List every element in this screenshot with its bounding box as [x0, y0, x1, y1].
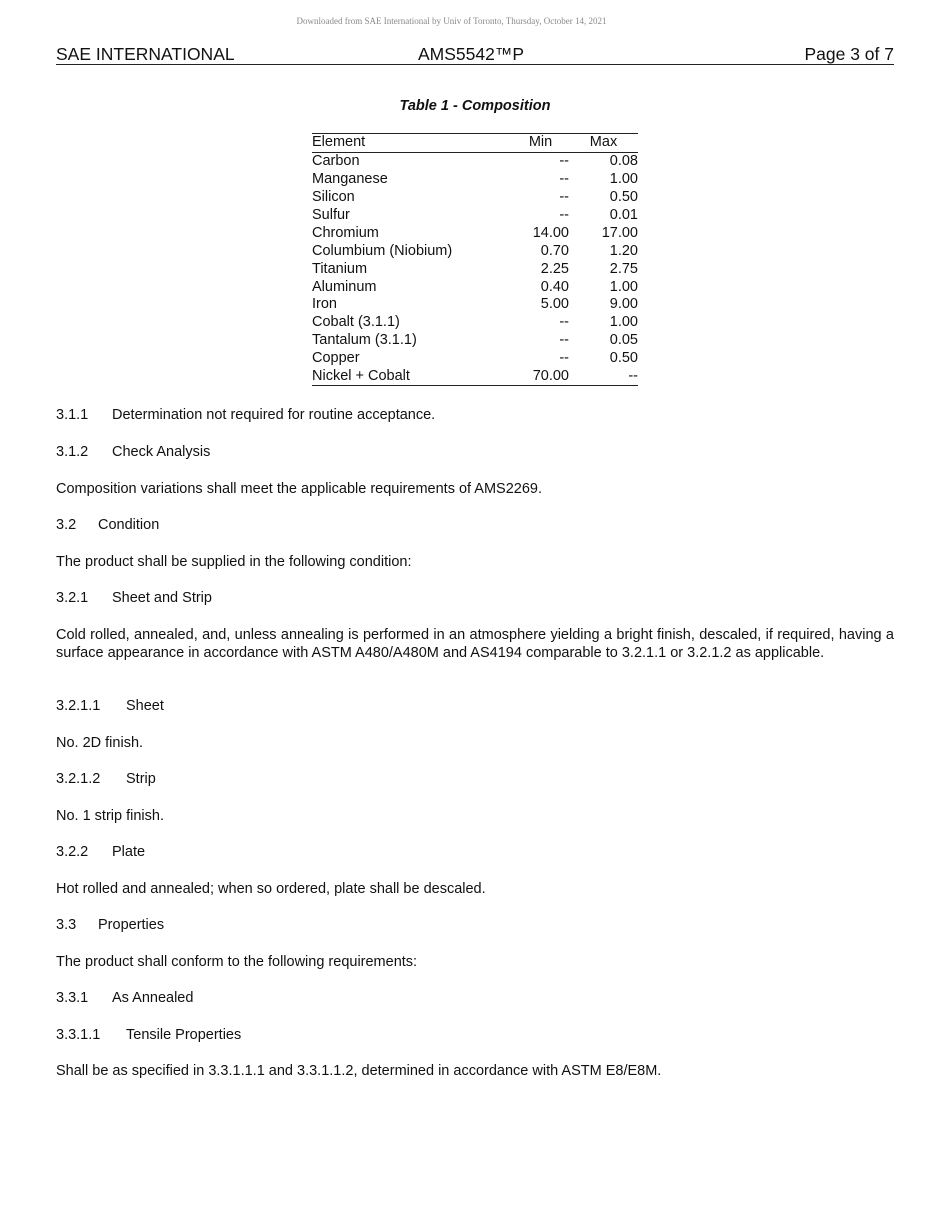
cell-element: Sulfur [312, 207, 350, 223]
header-doc-id: AMS5542™P [418, 44, 525, 64]
page-header [56, 44, 894, 65]
paragraph-3-2-2: Hot rolled and annealed; when so ordered, plate shall be descaled. [56, 881, 486, 897]
cell-element: Aluminum [312, 278, 377, 295]
cell-min: 2.25 [540, 260, 569, 277]
table-title: Table 1 - Composition [399, 98, 551, 114]
column-header-max: Max [569, 134, 638, 153]
table-row [312, 260, 638, 278]
section-3-1-1 [56, 406, 894, 424]
table-row [312, 368, 638, 386]
section-title: Sheet and Strip [112, 590, 212, 606]
cell-min: -- [559, 314, 569, 331]
cell-min: 70.00 [512, 368, 569, 386]
header-page-number: Page 3 of 7 [804, 44, 894, 64]
cell-element: Columbium (Niobium) [312, 242, 453, 259]
cell-min: -- [559, 207, 569, 223]
cell-element: Copper [312, 350, 360, 367]
heading-3-2 [56, 516, 894, 534]
cell-max: 9.00 [609, 296, 638, 313]
cell-element: Iron [312, 296, 337, 313]
cell-element: Manganese [312, 171, 388, 188]
paragraph-3-1-2: Composition variations shall meet the applicable requirements of AMS2269. [56, 481, 543, 497]
table-header-row [312, 134, 638, 153]
section-number: 3.2 [56, 517, 77, 533]
section-number: 3.2.2 [56, 844, 89, 860]
section-title: As Annealed [112, 990, 194, 1006]
table-row [312, 207, 638, 225]
cell-element: Nickel + Cobalt [312, 368, 512, 386]
section-number: 3.1.1 [56, 407, 89, 423]
cell-min: 5.00 [540, 296, 569, 313]
heading-3-3 [56, 916, 894, 934]
cell-min: -- [559, 153, 569, 170]
heading-3-2-1 [56, 589, 894, 607]
table-body [312, 152, 638, 386]
paragraph-3-2-1-2: No. 1 strip finish. [56, 808, 164, 824]
section-number: 3.3.1.1 [56, 1027, 101, 1043]
section-title: Sheet [126, 698, 164, 714]
heading-3-3-1-1 [56, 1026, 894, 1044]
cell-max: 0.50 [609, 350, 638, 367]
cell-min: -- [559, 350, 569, 367]
cell-element: Cobalt (3.1.1) [312, 314, 400, 331]
section-number: 3.3 [56, 917, 77, 933]
heading-3-2-1-1 [56, 697, 894, 715]
cell-max: 1.00 [609, 171, 638, 188]
paragraph-3-2: The product shall be supplied in the following condition: [56, 554, 412, 570]
cell-element: Titanium [312, 260, 368, 277]
table-row [312, 314, 638, 332]
cell-min: -- [559, 332, 569, 349]
section-number: 3.1.2 [56, 444, 89, 460]
heading-3-3-1 [56, 989, 894, 1007]
section-title: Tensile Properties [126, 1027, 242, 1043]
cell-element: Silicon [312, 189, 355, 206]
table-row [312, 152, 638, 170]
section-text: Determination not required for routine acceptance. [112, 407, 436, 423]
cell-max: 0.08 [609, 153, 638, 170]
table-row [312, 278, 638, 296]
cell-max: 17.00 [601, 224, 638, 241]
table-row [312, 332, 638, 350]
section-title: Plate [112, 844, 146, 860]
paragraph-3-3: The product shall conform to the following requirements: [56, 954, 418, 970]
cell-element: Tantalum (3.1.1) [312, 332, 417, 349]
section-number: 3.2.1.2 [56, 771, 101, 787]
section-number: 3.3.1 [56, 990, 89, 1006]
paragraph-3-2-1: Cold rolled, annealed, and, unless annealing is performed in an atmosphere yielding a bright finish, descaled, if required, having a surface appearance in accordance with ASTM A480/A480M and AS4194 comparable to 3.2.1.1 or 3.2.1.2 as applicable. [56, 627, 894, 661]
table-row [312, 224, 638, 242]
cell-max: 0.50 [609, 189, 638, 206]
composition-table [312, 133, 638, 386]
cell-max: 1.00 [609, 278, 638, 295]
cell-element: Chromium [312, 224, 379, 241]
cell-min: 14.00 [532, 224, 569, 241]
section-title: Properties [98, 917, 165, 933]
section-number: 3.2.1 [56, 590, 89, 606]
section-title: Condition [98, 517, 160, 533]
cell-max: 0.05 [609, 332, 638, 349]
cell-min: -- [559, 171, 569, 188]
cell-min: -- [559, 189, 569, 206]
heading-3-1-2 [56, 443, 894, 461]
paragraph-3-2-1-1: No. 2D finish. [56, 735, 144, 751]
section-title: Check Analysis [112, 444, 211, 460]
table-row [312, 189, 638, 207]
cell-max: 1.20 [609, 242, 638, 259]
table-row [312, 242, 638, 260]
section-title: Strip [126, 771, 156, 787]
cell-min: 0.70 [540, 242, 569, 259]
cell-element: Carbon [312, 153, 360, 170]
cell-max: 2.75 [609, 260, 638, 277]
column-header-min: Min [512, 134, 569, 153]
paragraph-3-3-1-1: Shall be as specified in 3.3.1.1.1 and 3.3.1.1.2, determined in accordance with ASTM E8/E8M. [56, 1063, 662, 1079]
cell-min: 0.40 [540, 278, 569, 295]
heading-3-2-2 [56, 843, 894, 861]
heading-3-2-1-2 [56, 770, 894, 788]
table-row [312, 296, 638, 314]
header-org: SAE INTERNATIONAL [56, 44, 235, 64]
cell-max: -- [569, 368, 638, 386]
table-row [312, 350, 638, 368]
table-row [312, 171, 638, 189]
section-number: 3.2.1.1 [56, 698, 101, 714]
cell-max: 1.00 [609, 314, 638, 331]
cell-max: 0.01 [609, 207, 638, 223]
download-watermark: Downloaded from SAE International by Univ of Toronto, Thursday, October 14, 2021 [296, 16, 607, 26]
column-header-element: Element [312, 134, 512, 153]
